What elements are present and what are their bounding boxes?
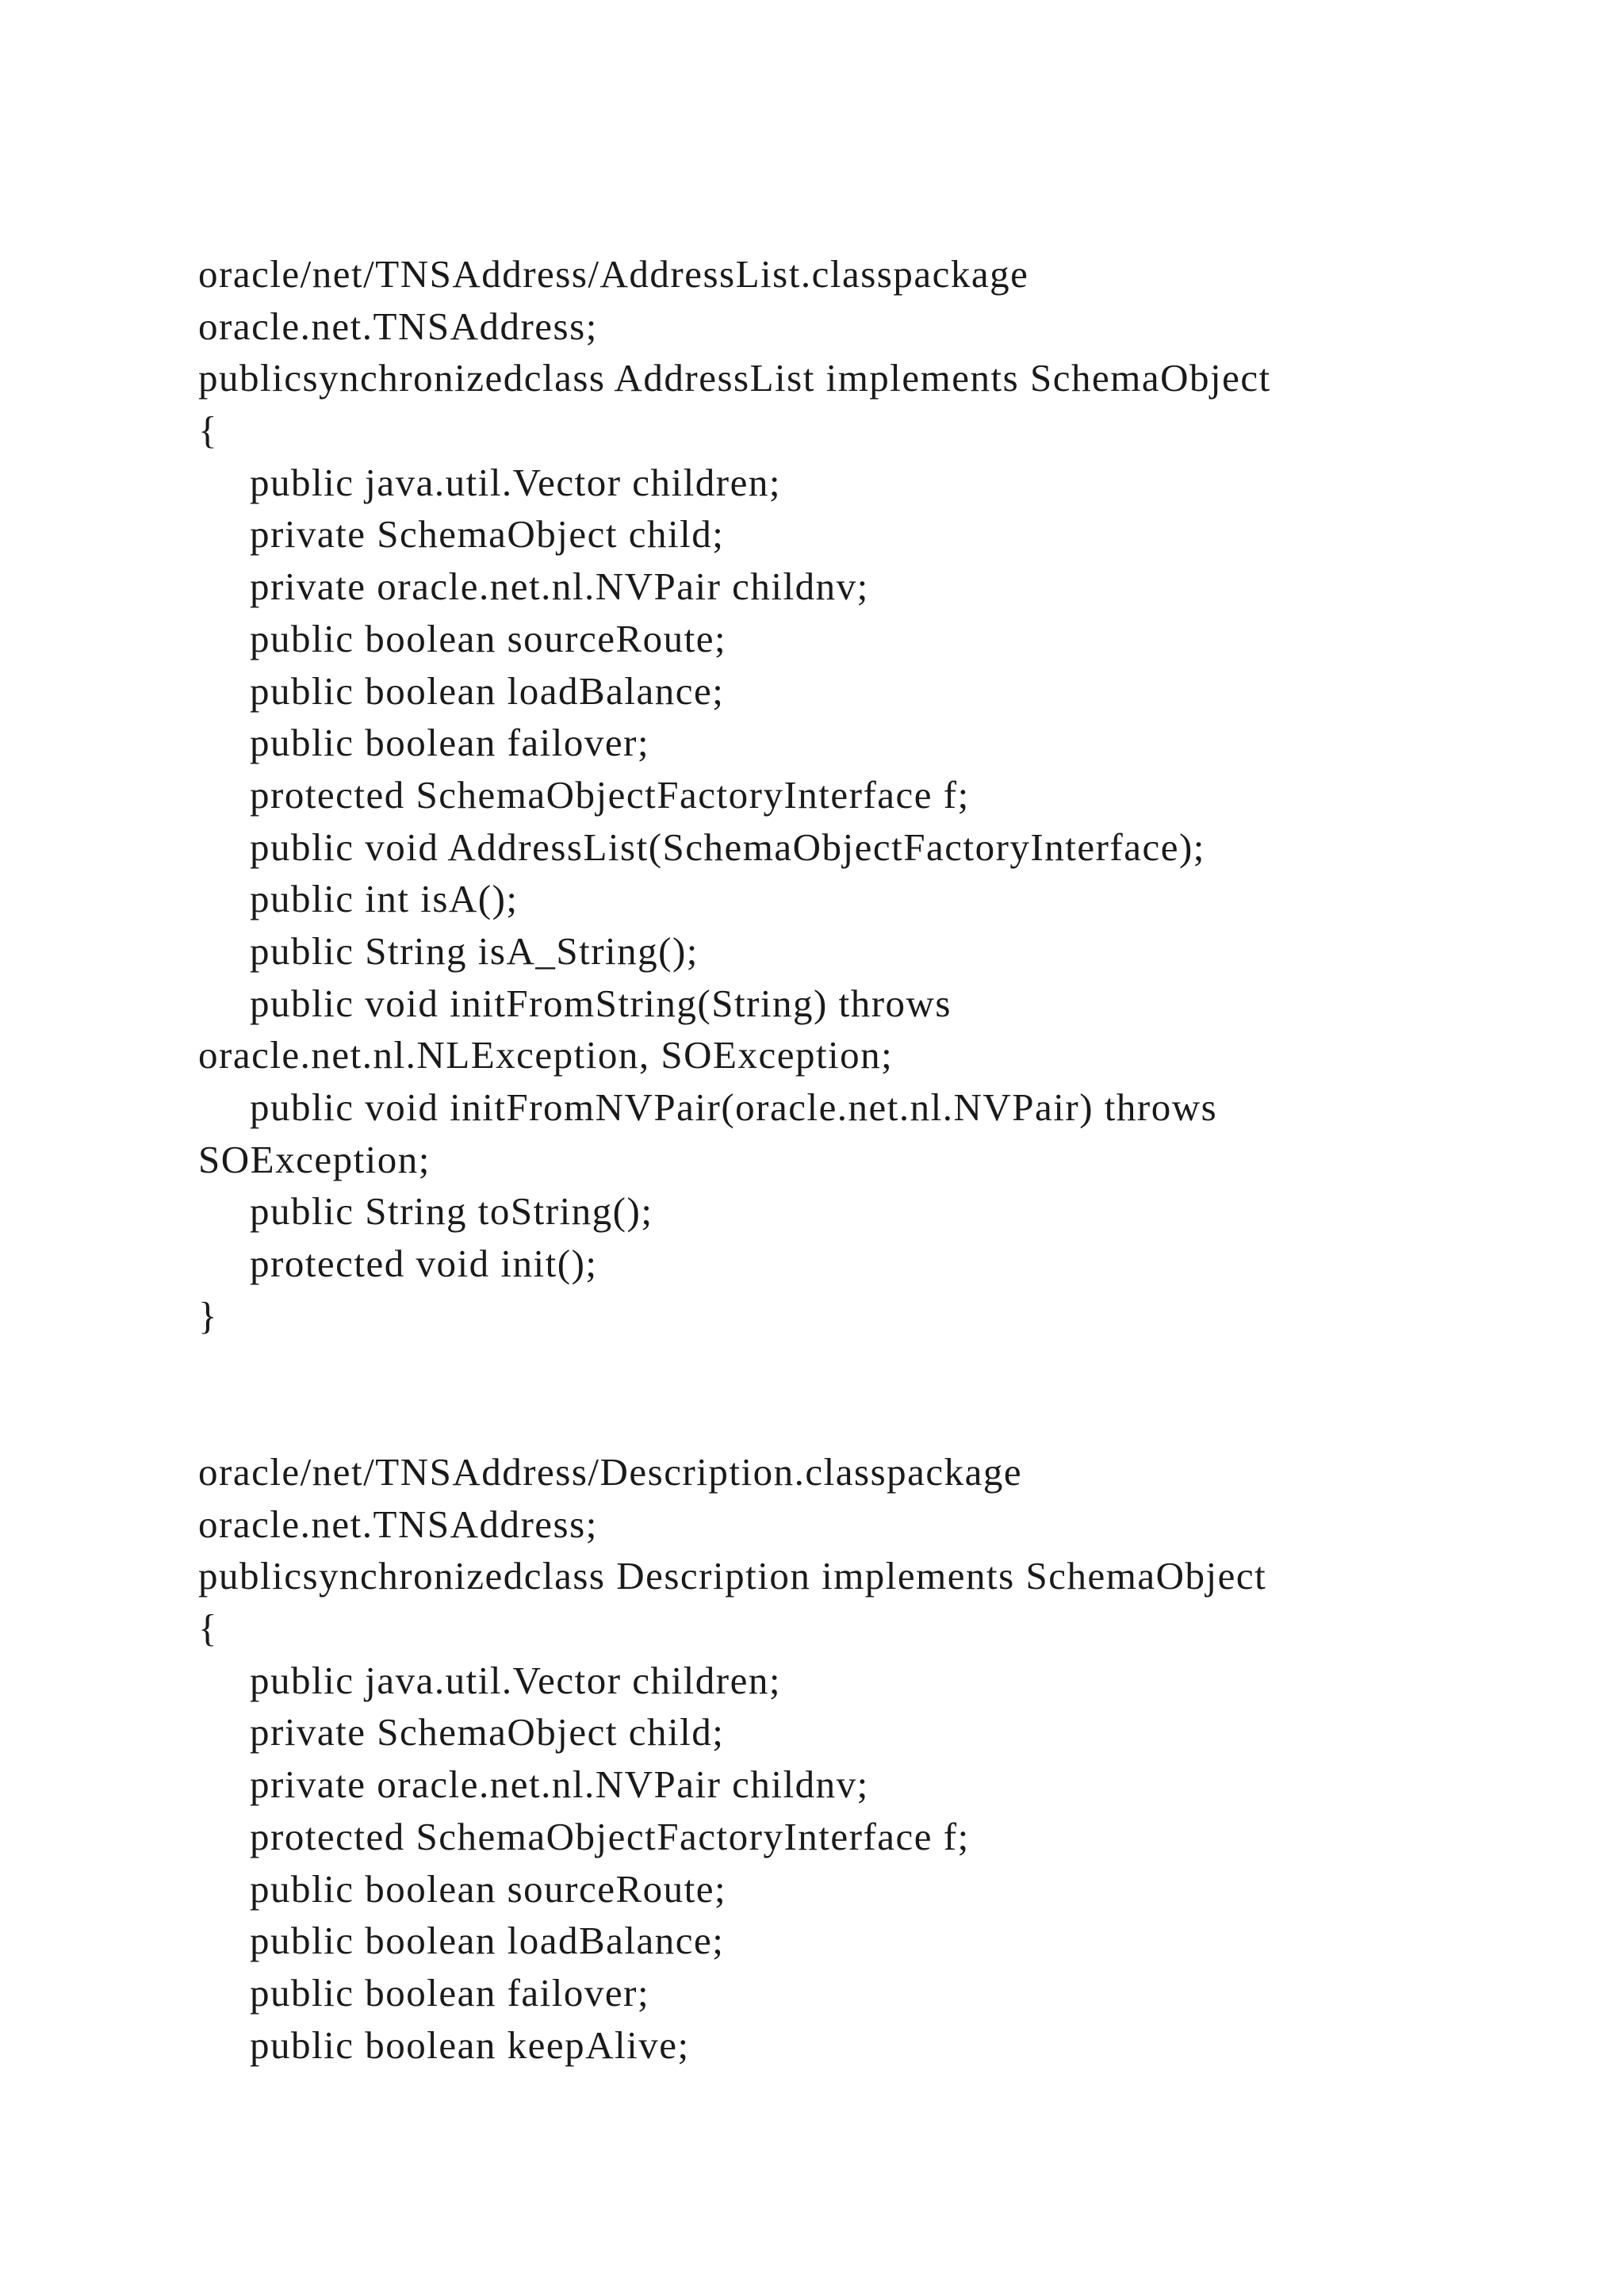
- code-line: }: [198, 1293, 219, 1337]
- code-line: public boolean keepAlive;: [250, 2022, 690, 2067]
- code-line: oracle/net/TNSAddress/Description.classpackage: [198, 1450, 1023, 1494]
- code-line: protected void init();: [250, 1242, 598, 1286]
- code-line: public boolean loadBalance;: [250, 668, 725, 713]
- code-line: public java.util.Vector children;: [250, 460, 781, 504]
- code-line: oracle.net.TNSAddress;: [198, 304, 598, 348]
- code-line: oracle.net.nl.NLException, SOException;: [198, 1033, 894, 1077]
- code-line: {: [198, 408, 219, 453]
- code-line: public void initFromString(String) throws: [250, 981, 952, 1025]
- code-line: publicsynchronizedclass AddressList implements SchemaObject: [198, 356, 1271, 400]
- code-line: public boolean failover;: [250, 721, 650, 765]
- code-line: private SchemaObject child;: [250, 1710, 725, 1755]
- code-line: protected SchemaObjectFactoryInterface f;: [250, 1814, 970, 1858]
- code-line: public void initFromNVPair(oracle.net.nl.NVPair) throws: [250, 1085, 1218, 1129]
- code-line: SOException;: [198, 1137, 431, 1181]
- code-line: oracle.net.TNSAddress;: [198, 1502, 598, 1546]
- code-line: oracle/net/TNSAddress/AddressList.classpackage: [198, 252, 1029, 296]
- code-line: public void AddressList(SchemaObjectFactoryInterface);: [250, 825, 1205, 869]
- code-line: public String isA_String();: [250, 928, 699, 973]
- code-line: public boolean sourceRoute;: [250, 1866, 727, 1911]
- code-line: public String toString();: [250, 1189, 653, 1234]
- code-line: public java.util.Vector children;: [250, 1658, 781, 1702]
- code-line: private SchemaObject child;: [250, 512, 725, 557]
- code-line: public boolean loadBalance;: [250, 1919, 725, 1963]
- code-block-description: [198, 1446, 1546, 2071]
- code-line: public int isA();: [250, 877, 519, 921]
- code-line: protected SchemaObjectFactoryInterface f;: [250, 772, 970, 817]
- code-line: public boolean failover;: [250, 1970, 650, 2015]
- code-line: public boolean sourceRoute;: [250, 616, 727, 660]
- code-line: {: [198, 1606, 219, 1651]
- code-line: private oracle.net.nl.NVPair childnv;: [250, 564, 869, 609]
- code-line: private oracle.net.nl.NVPair childnv;: [250, 1762, 869, 1807]
- code-line: publicsynchronizedclass Description implements SchemaObject: [198, 1554, 1267, 1598]
- code-block-address-list: [198, 248, 1546, 1341]
